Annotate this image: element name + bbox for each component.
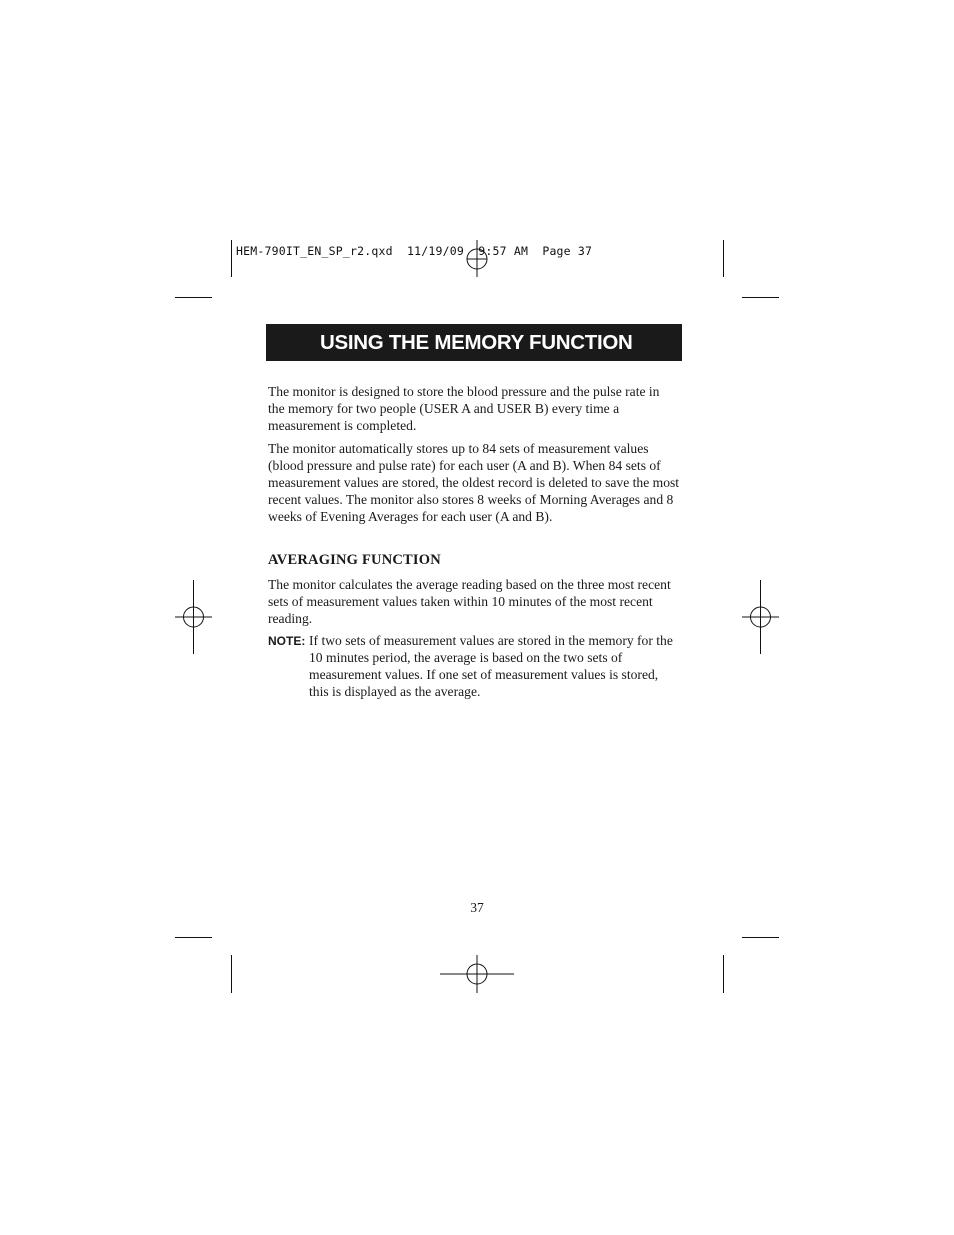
registration-mark-left [175, 580, 212, 654]
page-content [268, 383, 680, 700]
page-title: USING THE MEMORY FUNCTION [320, 330, 633, 354]
note-text: If two sets of measurement values are stored in the memory for the 10 minutes period, the average is based on the two sets of measurement values. If one set of measurement values is stored, this is displayed as the average. [309, 633, 673, 699]
averaging-heading: AVERAGING FUNCTION [268, 552, 441, 568]
print-slug: HEM-790IT_EN_SP_r2.qxd 11/19/09 9:57 AM Page 37 [236, 244, 593, 258]
registration-mark-top [467, 240, 487, 277]
registration-mark-bottom [440, 955, 514, 993]
storage-paragraph: The monitor automatically stores up to 84 sets of measurement values (blood pressure and pulse rate) for each user (A and B). When 84 sets of measurement values are stored, the oldest record is deleted to save the most recent values. The monitor also stores 8 weeks of Morning Averages and 8 weeks of Evening Averages for each user (A and B). [268, 441, 680, 524]
intro-paragraph: The monitor is designed to store the blood pressure and the pulse rate in the memory for two people (USER A and USER B) every time a measurement is completed. [268, 384, 660, 433]
note-label: NOTE: [268, 634, 306, 648]
registration-mark-right [742, 580, 779, 654]
averaging-paragraph: The monitor calculates the average reading based on the three most recent sets of measurement values taken within 10 minutes of the most recent reading. [268, 577, 671, 626]
section-title-bar [266, 324, 682, 361]
page-number: 37 [470, 900, 484, 915]
note-block [268, 632, 680, 700]
